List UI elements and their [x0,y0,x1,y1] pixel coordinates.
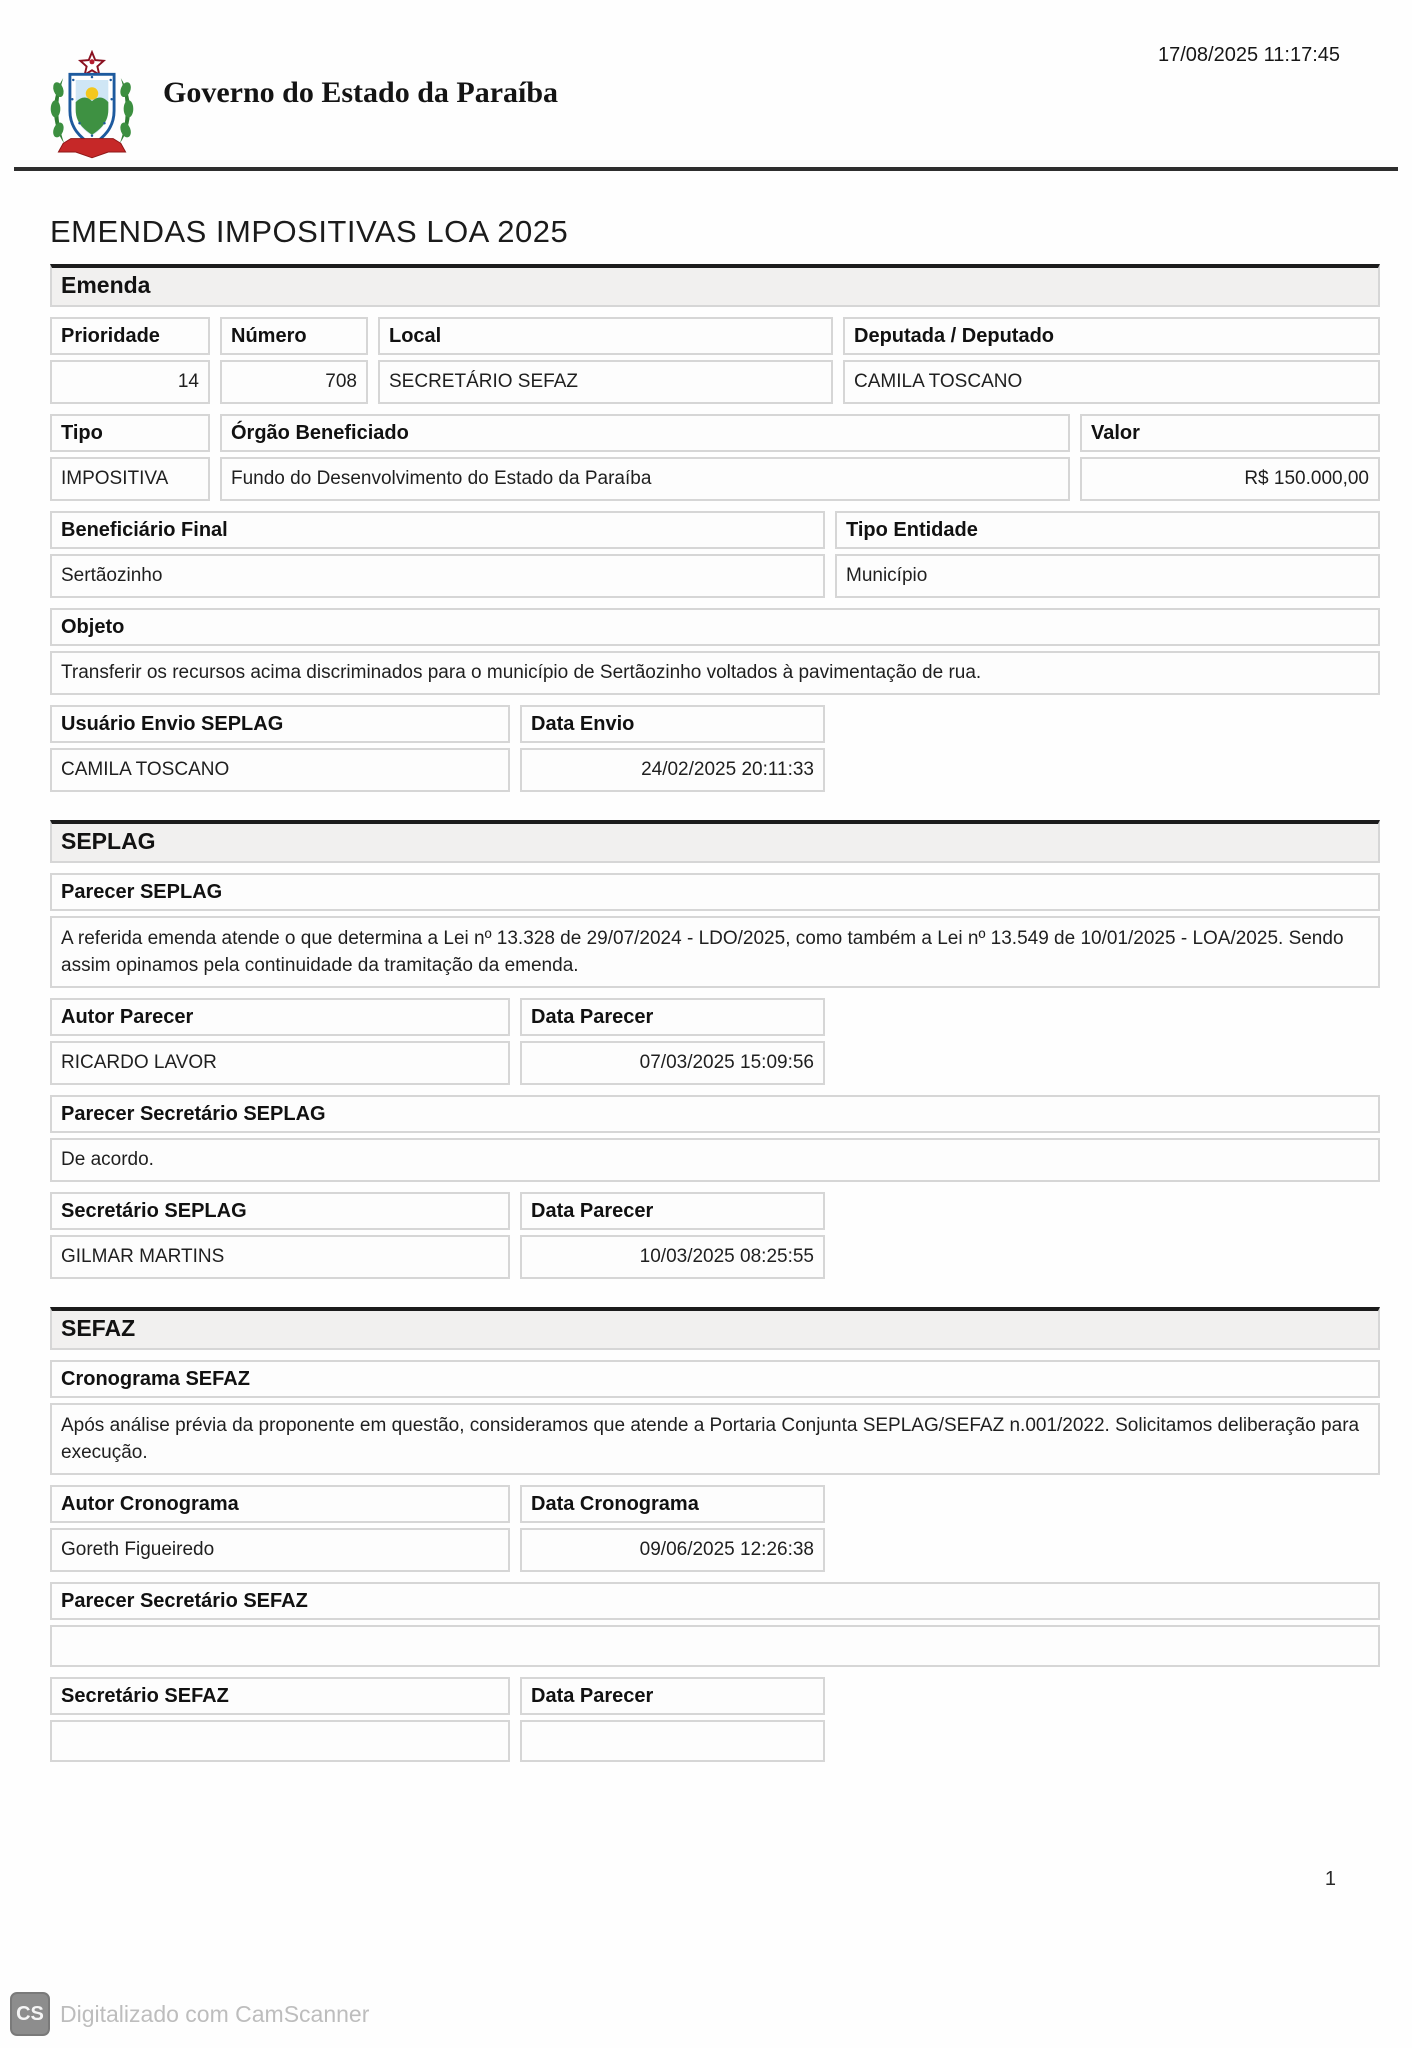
data-parecer-sefaz-label: Data Parecer [520,1677,825,1715]
header-divider [14,167,1398,171]
parecer-secretario-sefaz-value [50,1625,1380,1667]
prioridade-value: 14 [50,360,210,404]
field-valor [1080,414,1380,501]
beneficiario-final-label: Beneficiário Final [50,511,825,549]
valor-value: R$ 150.000,00 [1080,457,1380,501]
parecer-secretario-sefaz-label: Parecer Secretário SEFAZ [50,1582,1380,1620]
autor-parecer-value: RICARDO LAVOR [50,1041,510,1085]
tipo-value: IMPOSITIVA [50,457,210,501]
camscanner-text: Digitalizado com CamScanner [60,2000,370,2027]
emenda-row-2 [50,414,1380,501]
field-deputado [843,317,1380,404]
secretario-sefaz-label: Secretário SEFAZ [50,1677,510,1715]
parecer-secretario-seplag-label: Parecer Secretário SEPLAG [50,1095,1380,1133]
seplag-row-secretario [50,1192,1380,1279]
page-number: 1 [1324,1868,1336,1890]
field-secretario-sefaz [50,1677,510,1762]
page-title: EMENDAS IMPOSITIVAS LOA 2025 [50,214,569,249]
numero-value: 708 [220,360,368,404]
beneficiario-final-value: Sertãozinho [50,554,825,598]
valor-label: Valor [1080,414,1380,452]
field-numero [220,317,368,404]
data-parecer-seplag-label: Data Parecer [520,998,825,1036]
objeto-label: Objeto [50,608,1380,646]
data-parecer-secretario-seplag-value: 10/03/2025 08:25:55 [520,1235,825,1279]
usuario-envio-label: Usuário Envio SEPLAG [50,705,510,743]
camscanner-icon: CS [10,1992,50,2036]
secretario-seplag-label: Secretário SEPLAG [50,1192,510,1230]
data-cronograma-label: Data Cronograma [520,1485,825,1523]
field-usuario-envio [50,705,510,792]
data-envio-value: 24/02/2025 20:11:33 [520,748,825,792]
seplag-row-autor [50,998,1380,1085]
field-cronograma-sefaz [50,1360,1380,1475]
print-timestamp: 17/08/2025 11:17:45 [1157,44,1340,66]
sefaz-row-secretario [50,1677,1380,1762]
emenda-row-1 [50,317,1380,404]
parecer-seplag-label: Parecer SEPLAG [50,873,1380,911]
field-parecer-seplag [50,873,1380,988]
sefaz-row-autor [50,1485,1380,1572]
field-data-parecer-sefaz [520,1677,825,1762]
form-content [50,214,1380,1762]
field-autor-parecer [50,998,510,1085]
orgao-beneficiado-label: Órgão Beneficiado [220,414,1070,452]
field-data-envio [520,705,825,792]
field-local [378,317,833,404]
data-parecer-seplag-value: 07/03/2025 15:09:56 [520,1041,825,1085]
section-seplag-heading: SEPLAG [50,820,1380,863]
data-parecer-secretario-seplag-label: Data Parecer [520,1192,825,1230]
camscanner-watermark [10,1992,369,2036]
field-data-parecer-seplag [520,998,825,1085]
paraiba-coat-of-arms-icon [44,50,140,160]
secretario-seplag-value: GILMAR MARTINS [50,1235,510,1279]
seplag-row-parecer [50,873,1380,988]
field-parecer-secretario-sefaz [50,1582,1380,1667]
autor-cronograma-value: Goreth Figueiredo [50,1528,510,1572]
usuario-envio-value: CAMILA TOSCANO [50,748,510,792]
field-autor-cronograma [50,1485,510,1572]
field-orgao-beneficiado [220,414,1070,501]
sefaz-row-cronograma [50,1360,1380,1475]
local-value: SECRETÁRIO SEFAZ [378,360,833,404]
emenda-row-objeto [50,608,1380,695]
cronograma-sefaz-value: Após análise prévia da proponente em questão, consideramos que atende a Portaria Conjunta SEPLAG/SEFAZ n.001/2022. Solicitamos deliberação para execução. [50,1403,1380,1475]
field-prioridade [50,317,210,404]
field-data-parecer-secretario-seplag [520,1192,825,1279]
sefaz-row-parecer-secretario [50,1582,1380,1667]
orgao-beneficiado-value: Fundo do Desenvolvimento do Estado da Paraíba [220,457,1070,501]
objeto-value: Transferir os recursos acima discriminados para o município de Sertãozinho voltados à pavimentação de rua. [50,651,1380,695]
numero-label: Número [220,317,368,355]
tipo-entidade-value: Município [835,554,1380,598]
field-parecer-secretario-seplag [50,1095,1380,1182]
section-sefaz-heading: SEFAZ [50,1307,1380,1350]
autor-cronograma-label: Autor Cronograma [50,1485,510,1523]
data-parecer-sefaz-value [520,1720,825,1762]
emenda-row-envio [50,705,1380,792]
cronograma-sefaz-label: Cronograma SEFAZ [50,1360,1380,1398]
tipo-entidade-label: Tipo Entidade [835,511,1380,549]
secretario-sefaz-value [50,1720,510,1762]
field-objeto [50,608,1380,695]
field-beneficiario-final [50,511,825,598]
parecer-secretario-seplag-value: De acordo. [50,1138,1380,1182]
deputado-value: CAMILA TOSCANO [843,360,1380,404]
tipo-label: Tipo [50,414,210,452]
autor-parecer-label: Autor Parecer [50,998,510,1036]
emenda-row-3 [50,511,1380,598]
government-name: Governo do Estado da Paraíba [163,76,559,109]
field-tipo-entidade [835,511,1380,598]
prioridade-label: Prioridade [50,317,210,355]
section-emenda-heading: Emenda [50,264,1380,307]
field-data-cronograma [520,1485,825,1572]
seplag-row-parecer-secretario [50,1095,1380,1182]
field-tipo [50,414,210,501]
parecer-seplag-value: A referida emenda atende o que determina a Lei nº 13.328 de 29/07/2024 - LDO/2025, como também a Lei nº 13.549 de 10/01/2025 - LOA/2025. Sendo assim opinamos pela continuidade da tramitação da emenda. [50,916,1380,988]
field-secretario-seplag [50,1192,510,1279]
data-cronograma-value: 09/06/2025 12:26:38 [520,1528,825,1572]
data-envio-label: Data Envio [520,705,825,743]
deputado-label: Deputada / Deputado [843,317,1380,355]
local-label: Local [378,317,833,355]
